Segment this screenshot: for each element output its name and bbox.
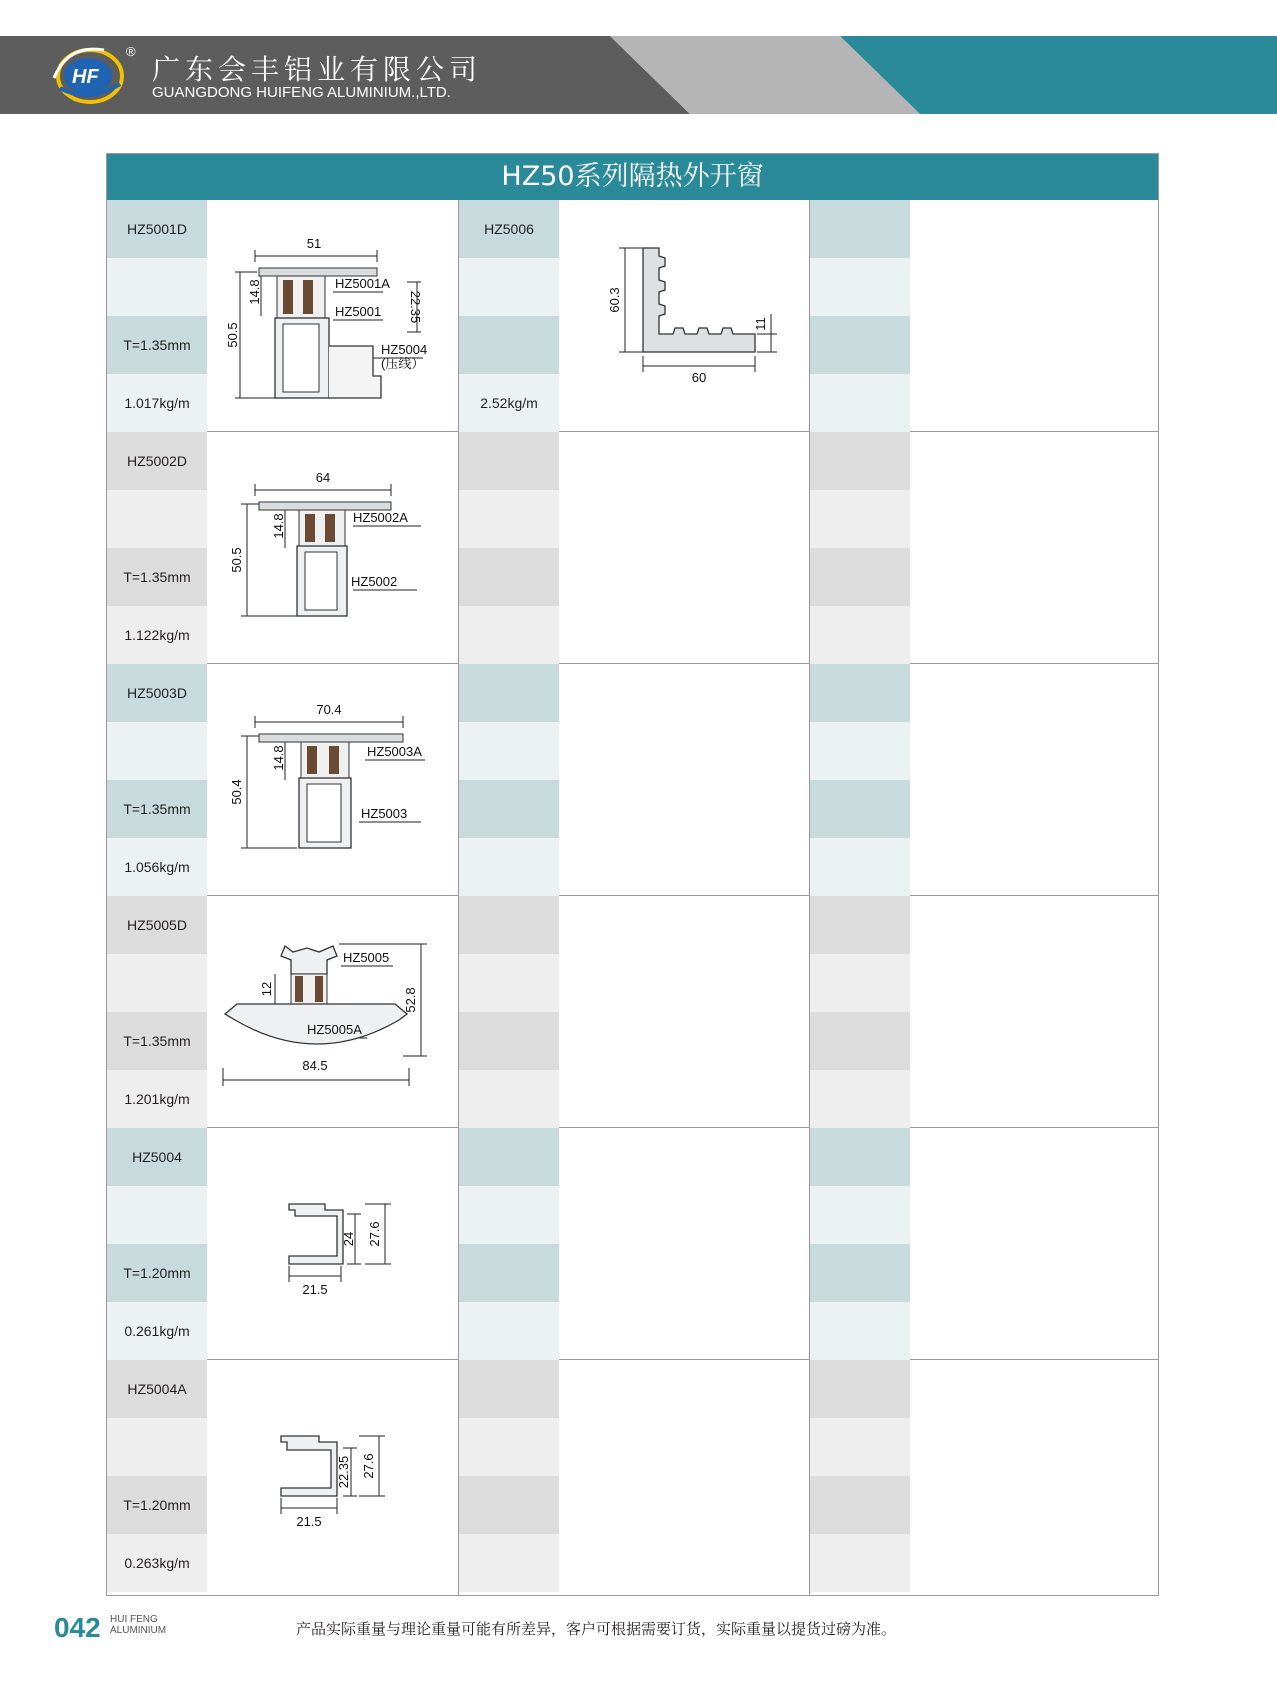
- page-number: 042: [54, 1612, 101, 1643]
- svg-text:14.8: 14.8: [271, 745, 286, 771]
- footer-note: 产品实际重量与理论重量可能有所差异，客户可根据需要订货，实际重量以提货过磅为准。: [296, 1620, 897, 1638]
- blank-cell: [810, 1302, 910, 1360]
- blank-cell: [459, 1418, 559, 1476]
- svg-text:HZ5003A: HZ5003A: [367, 744, 422, 759]
- svg-text:60.3: 60.3: [607, 287, 622, 313]
- profile-weight: 0.261kg/m: [107, 1302, 207, 1360]
- svg-text:HZ5001: HZ5001: [335, 304, 382, 319]
- profile-code: HZ5001D: [107, 200, 207, 258]
- blank-cell: [459, 432, 559, 490]
- empty-row: [459, 1360, 809, 1592]
- profile-thickness: T=1.20mm: [107, 1476, 207, 1534]
- svg-text:52.8: 52.8: [403, 987, 418, 1013]
- footer-brand-line-2: ALUMINIUM: [110, 1625, 167, 1636]
- profile-code: HZ5006: [459, 200, 559, 258]
- profile-thickness: T=1.20mm: [107, 1244, 207, 1302]
- empty-row: [810, 200, 1159, 432]
- empty-row: [810, 896, 1159, 1128]
- blank-cell: [459, 548, 559, 606]
- footer-brand-line-1: HUI FENG: [110, 1614, 158, 1625]
- blank-cell: [810, 432, 910, 490]
- blank-cell: [459, 954, 559, 1012]
- empty-row: [459, 1128, 809, 1360]
- svg-text:HZ5004: HZ5004: [381, 342, 428, 357]
- profile-column-2: [459, 200, 810, 1596]
- profile-row-hz5002d: [107, 432, 458, 664]
- svg-text:27.6: 27.6: [361, 1453, 376, 1479]
- blank-cell: [810, 954, 910, 1012]
- svg-text:50.5: 50.5: [229, 547, 244, 573]
- empty-row: [459, 432, 809, 664]
- blank-cell: [459, 780, 559, 838]
- blank-cell: [810, 1244, 910, 1302]
- svg-text:24: 24: [341, 1231, 356, 1247]
- blank-cell: [810, 722, 910, 780]
- blank-cell: [459, 490, 559, 548]
- profile-drawing-hz5004: [207, 1128, 457, 1360]
- blank-cell: [810, 1070, 910, 1128]
- svg-text:HZ5001A: HZ5001A: [335, 276, 390, 291]
- blank-cell: [810, 548, 910, 606]
- blank-cell: [810, 1534, 910, 1592]
- blank-cell: [459, 316, 559, 374]
- profile-row-hz5004: [107, 1128, 458, 1360]
- svg-text:11: 11: [753, 317, 768, 331]
- svg-text:84.5: 84.5: [302, 1058, 328, 1073]
- svg-text:HF: HF: [72, 66, 99, 88]
- empty-row: [810, 1360, 1159, 1592]
- blank-cell: [459, 258, 559, 316]
- blank-cell: [810, 490, 910, 548]
- blank-cell: [810, 1418, 910, 1476]
- profile-thickness: T=1.35mm: [107, 316, 207, 374]
- svg-text:HZ5002: HZ5002: [351, 574, 398, 589]
- profile-thickness: T=1.35mm: [107, 1012, 207, 1070]
- profile-row-hz5006: [459, 200, 809, 432]
- svg-text:50.4: 50.4: [229, 779, 244, 805]
- blank-cell: [810, 896, 910, 954]
- registered-mark: ®: [126, 44, 136, 59]
- blank-cell: [459, 1128, 559, 1186]
- profile-drawing-hz5004a: [207, 1360, 457, 1592]
- svg-text:70.4: 70.4: [316, 702, 342, 717]
- profile-code: HZ5005D: [107, 896, 207, 954]
- svg-text:21.5: 21.5: [296, 1514, 322, 1529]
- svg-text:HZ5002A: HZ5002A: [353, 510, 408, 525]
- empty-row: [810, 1128, 1159, 1360]
- profile-weight: 0.263kg/m: [107, 1534, 207, 1592]
- blank-cell: [810, 664, 910, 722]
- blank-cell: [459, 1070, 559, 1128]
- profile-code: HZ5004: [107, 1128, 207, 1186]
- svg-text:HZ5005: HZ5005: [343, 950, 390, 965]
- blank-cell: [107, 954, 207, 1012]
- company-name-en: GUANGDONG HUIFENG ALUMINIUM.,LTD.: [152, 84, 451, 101]
- svg-text:50.5: 50.5: [225, 322, 240, 348]
- svg-text:64: 64: [315, 470, 331, 485]
- table-title: HZ50系列隔热外开窗: [107, 154, 1158, 200]
- profile-column-3: [810, 200, 1159, 1596]
- blank-cell: [810, 316, 910, 374]
- company-logo-icon: [48, 38, 136, 113]
- blank-cell: [107, 722, 207, 780]
- blank-cell: [459, 1244, 559, 1302]
- profile-drawing-hz5003d: [207, 664, 457, 896]
- empty-row: [459, 896, 809, 1128]
- blank-cell: [459, 664, 559, 722]
- svg-text:22.35: 22.35: [336, 1455, 351, 1489]
- blank-cell: [810, 838, 910, 896]
- blank-cell: [810, 374, 910, 432]
- profile-code: HZ5004A: [107, 1360, 207, 1418]
- profile-row-hz5001d: [107, 200, 458, 432]
- blank-cell: [459, 606, 559, 664]
- svg-text:21.5: 21.5: [302, 1282, 328, 1297]
- blank-cell: [107, 1418, 207, 1476]
- profile-weight: 2.52kg/m: [459, 374, 559, 432]
- svg-text:27.6: 27.6: [367, 1221, 382, 1247]
- blank-cell: [459, 1302, 559, 1360]
- blank-cell: [810, 1476, 910, 1534]
- blank-cell: [107, 1186, 207, 1244]
- svg-text:22.35: 22.35: [408, 290, 423, 324]
- profile-row-hz5005d: [107, 896, 458, 1128]
- blank-cell: [810, 1360, 910, 1418]
- svg-text:12: 12: [259, 981, 274, 997]
- blank-cell: [459, 1534, 559, 1592]
- profile-drawing-hz5005d: [207, 896, 457, 1128]
- blank-cell: [459, 1360, 559, 1418]
- blank-cell: [107, 490, 207, 548]
- blank-cell: [459, 1186, 559, 1244]
- blank-cell: [459, 896, 559, 954]
- profile-drawing-hz5002d: [207, 432, 457, 664]
- profile-row-hz5004a: [107, 1360, 458, 1592]
- profile-catalog-table: [106, 153, 1159, 1596]
- svg-text:HZ5003: HZ5003: [361, 806, 408, 821]
- blank-cell: [810, 1012, 910, 1070]
- profile-column-1: [107, 200, 459, 1596]
- footer-brand: [110, 1614, 166, 1636]
- empty-row: [810, 432, 1159, 664]
- blank-cell: [810, 780, 910, 838]
- svg-text:HZ5005A: HZ5005A: [307, 1022, 362, 1037]
- empty-row: [810, 664, 1159, 896]
- company-name-cn: 广东会丰铝业有限公司: [152, 53, 483, 86]
- blank-cell: [810, 1128, 910, 1186]
- svg-text:14.8: 14.8: [247, 279, 262, 305]
- blank-cell: [459, 838, 559, 896]
- profile-thickness: T=1.35mm: [107, 548, 207, 606]
- svg-text:14.8: 14.8: [271, 513, 286, 539]
- profile-weight: 1.056kg/m: [107, 838, 207, 896]
- blank-cell: [810, 258, 910, 316]
- blank-cell: [810, 606, 910, 664]
- profile-drawing-hz5006: [559, 200, 809, 432]
- profile-code: HZ5003D: [107, 664, 207, 722]
- profile-weight: 1.017kg/m: [107, 374, 207, 432]
- profile-drawing-hz5001d: [207, 200, 457, 432]
- profile-thickness: T=1.35mm: [107, 780, 207, 838]
- svg-text:60: 60: [691, 370, 707, 385]
- svg-text:51: 51: [306, 236, 322, 251]
- empty-row: [459, 664, 809, 896]
- blank-cell: [459, 1012, 559, 1070]
- svg-text:(压线）: (压线）: [381, 356, 425, 371]
- blank-cell: [810, 1186, 910, 1244]
- profile-code: HZ5002D: [107, 432, 207, 490]
- blank-cell: [459, 722, 559, 780]
- blank-cell: [459, 1476, 559, 1534]
- profile-weight: 1.201kg/m: [107, 1070, 207, 1128]
- blank-cell: [810, 200, 910, 258]
- profile-row-hz5003d: [107, 664, 458, 896]
- profile-weight: 1.122kg/m: [107, 606, 207, 664]
- blank-cell: [107, 258, 207, 316]
